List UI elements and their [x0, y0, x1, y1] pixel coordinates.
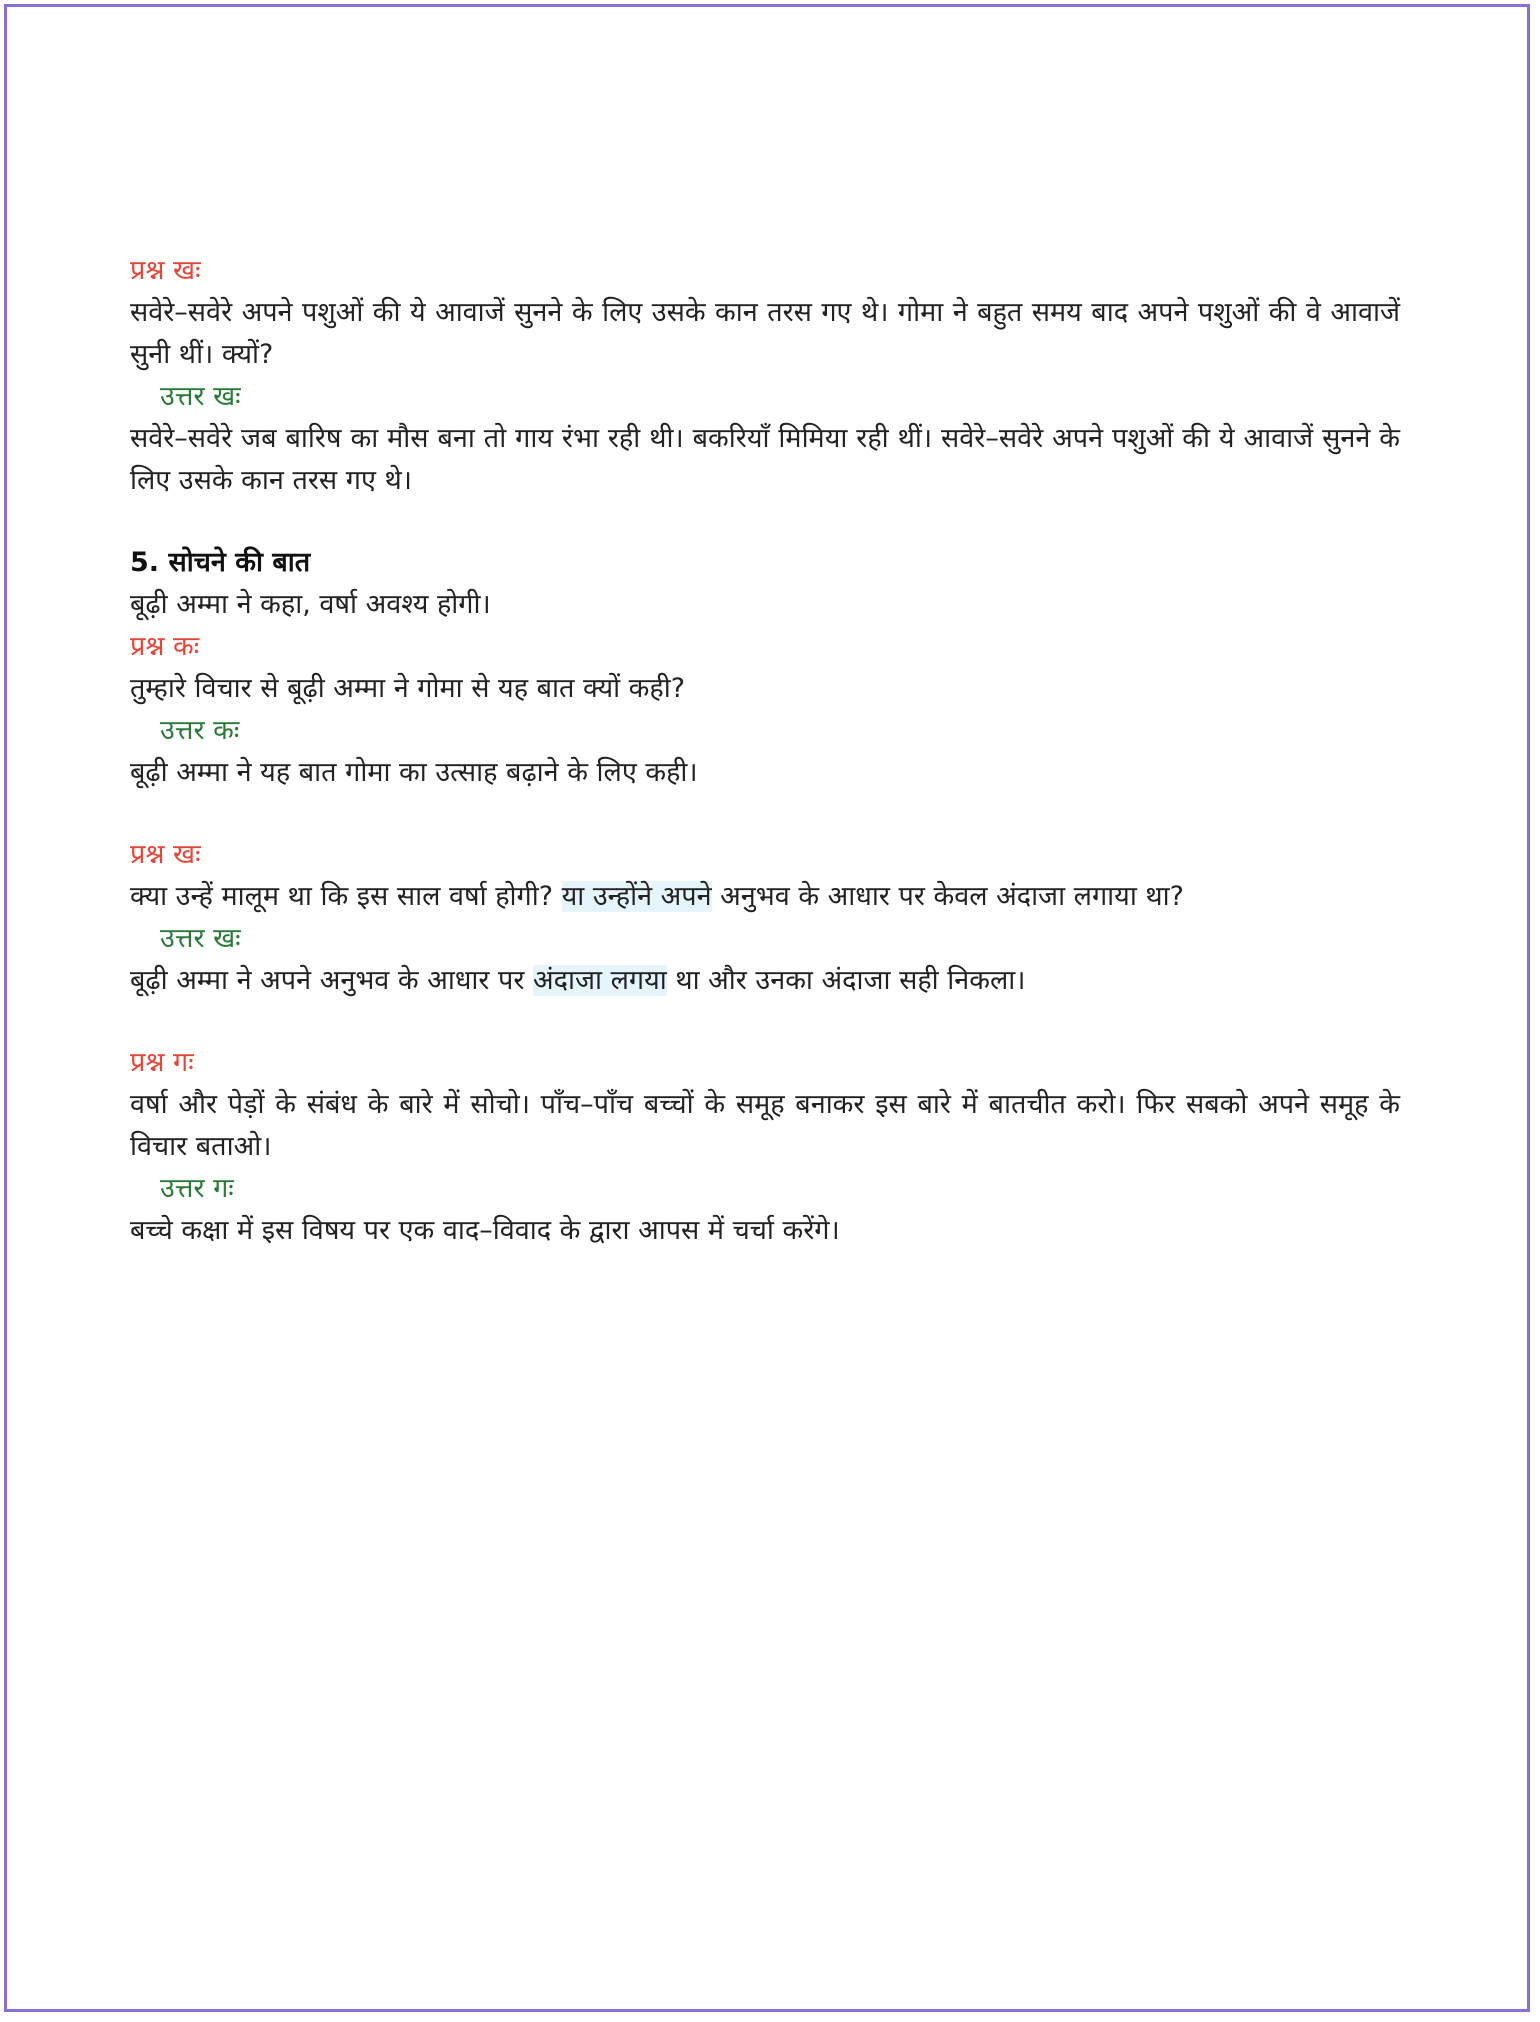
spacer: [130, 502, 1400, 542]
answer-text-part: बूढ़ी अम्मा ने अपने अनुभव के आधार पर: [130, 965, 534, 996]
answer-text: बच्चे कक्षा में इस विषय पर एक वाद–विवाद के द्वारा आपस में चर्चा करेंगे।: [130, 1215, 840, 1246]
answer-text-part: था और उनका अंदाजा सही निकला।: [666, 965, 1026, 996]
answer-label: उत्तर कः: [160, 715, 240, 746]
question-label: प्रश्न गः: [130, 1047, 194, 1078]
question-label: प्रश्न खः: [130, 255, 201, 286]
answer-label: उत्तर खः: [160, 923, 241, 954]
highlighted-text: अंदाजा लगया: [533, 965, 667, 996]
document-body: [130, 250, 1400, 1252]
answer-text: [130, 960, 1400, 1002]
question-text: वर्षा और पेड़ों के संबंध के बारे में सोचो। पाँच–पाँच बच्चों के समूह बनाकर इस बारे में बातचीत करो। फिर सबको अपने समूह के विचार बताओ।: [130, 1089, 1400, 1162]
section-intro: बूढ़ी अम्मा ने कहा, वर्षा अवश्य होगी।: [130, 589, 491, 620]
highlighted-text: या उन्होंने अपने: [561, 881, 712, 912]
answer-label: उत्तर गः: [160, 1173, 234, 1204]
answer-text: सवेरे–सवेरे जब बारिष का मौस बना तो गाय रंभा रही थी। बकरियाँ मिमिया रही थीं। सवेरे–सवेरे अपने पशुओं की ये आवाजें सुनने के लिए उसके कान तरस गए थे।: [130, 423, 1400, 496]
spacer: [130, 794, 1400, 834]
answer-text: बूढ़ी अम्मा ने यह बात गोमा का उत्साह बढ़ाने के लिए कही।: [130, 757, 698, 788]
question-text: सवेरे–सवेरे अपने पशुओं की ये आवाजें सुनने के लिए उसके कान तरस गए थे। गोमा ने बहुत समय बाद अपने पशुओं की वे आवाजें सुनी थीं। क्यों?: [130, 297, 1400, 370]
question-text-part: अनुभव के आधार पर केवल अंदाजा लगाया था?: [711, 881, 1184, 912]
spacer: [130, 1002, 1400, 1042]
question-label: प्रश्न खः: [130, 839, 201, 870]
question-text: [130, 876, 1400, 918]
question-text: तुम्हारे विचार से बूढ़ी अम्मा ने गोमा से यह बात क्यों कही?: [130, 673, 686, 704]
question-label: प्रश्न कः: [130, 631, 200, 662]
answer-label: उत्तर खः: [160, 381, 241, 412]
question-text-part: क्या उन्हें मालूम था कि इस साल वर्षा होगी?: [130, 881, 562, 912]
section-title: 5. सोचने की बात: [130, 547, 311, 578]
